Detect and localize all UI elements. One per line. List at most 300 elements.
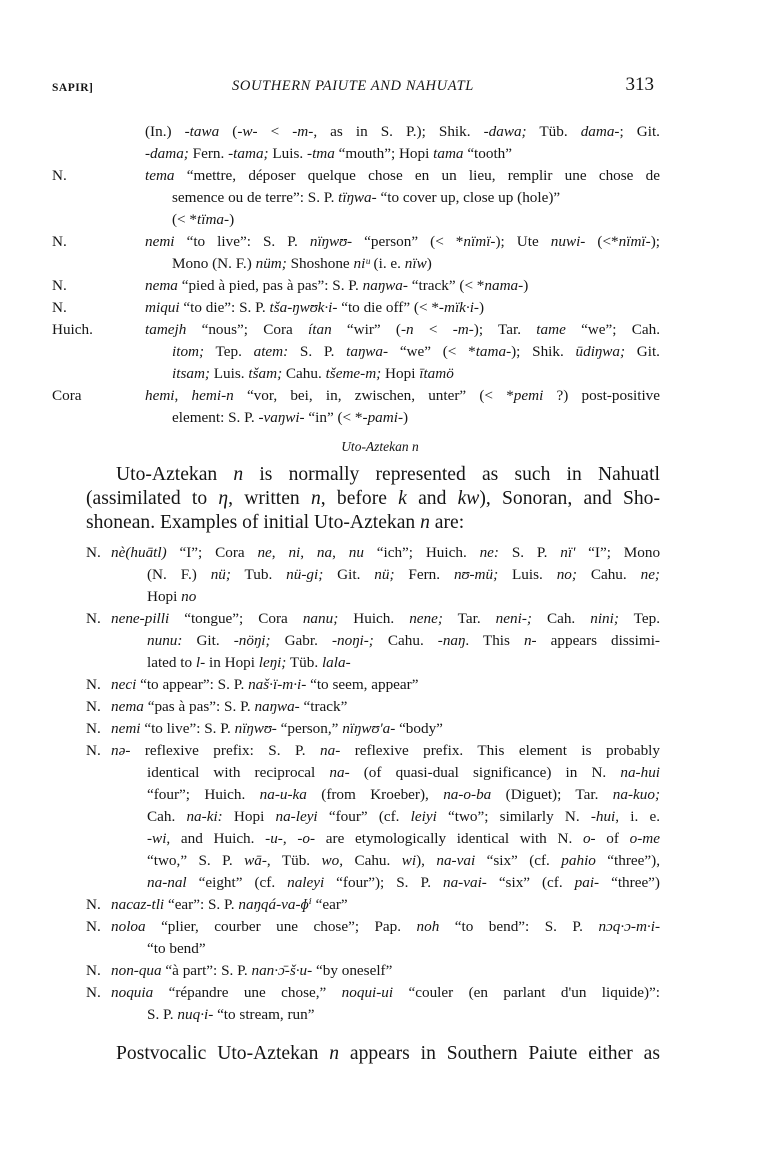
example-line bbox=[147, 588, 196, 606]
text-run: ), bbox=[416, 852, 437, 869]
text-run: Fern. bbox=[394, 566, 454, 583]
italic-form: na-kuo; bbox=[612, 786, 660, 803]
italic-form: nè(huātl) bbox=[111, 544, 167, 561]
text-run: are: bbox=[429, 512, 465, 533]
text-run: “we” (< * bbox=[388, 343, 476, 360]
entry-line bbox=[145, 145, 512, 163]
example-line bbox=[111, 896, 348, 914]
italic-form: tša-ŋwʊk·i- bbox=[269, 299, 338, 316]
text-run: Luis. bbox=[209, 365, 249, 382]
italic-form: nü; bbox=[210, 566, 231, 583]
text-run: Huich. bbox=[338, 610, 410, 627]
text-run: ?) post-positive bbox=[543, 387, 661, 404]
italic-form: tema bbox=[145, 167, 175, 184]
text-run: shonean. Examples of initial Uto-Aztekan bbox=[86, 512, 421, 533]
italic-form: -dama; bbox=[145, 145, 189, 162]
text-run: “mouth”; Hopi bbox=[334, 145, 434, 162]
example-line bbox=[147, 654, 351, 672]
text-run: ) bbox=[426, 255, 432, 272]
entry-line bbox=[145, 387, 660, 405]
text-run: “to live”: S. P. bbox=[140, 720, 235, 737]
text-run: Gabr. bbox=[270, 632, 332, 649]
italic-form: miqui bbox=[145, 299, 180, 316]
italic-form: ne: bbox=[479, 544, 499, 561]
italic-form: na-u-ka bbox=[259, 786, 307, 803]
italic-form: wi bbox=[401, 852, 417, 869]
entry-line bbox=[172, 211, 234, 229]
text-run: Cah. bbox=[531, 610, 591, 627]
example-line bbox=[147, 786, 660, 804]
italic-form: atem: bbox=[253, 343, 289, 360]
italic-form: tïma- bbox=[197, 211, 230, 228]
italic-form: -noŋi-; bbox=[331, 632, 374, 649]
italic-form: n- bbox=[523, 632, 537, 649]
entry-line bbox=[172, 255, 432, 273]
text-run: “to bend”: S. P. bbox=[439, 918, 599, 935]
italic-form: nemi bbox=[145, 233, 175, 250]
text-run: S. P. bbox=[498, 544, 561, 561]
text-run: (Diguet); Tar. bbox=[491, 786, 613, 803]
text-run: “tongue”; Cora bbox=[169, 610, 303, 627]
italic-form: itom; bbox=[172, 343, 205, 360]
text-run: , i. e. bbox=[615, 808, 661, 825]
text-run: “pas à pas”: S. P. bbox=[143, 698, 255, 715]
text-run: Uto-Aztekan bbox=[116, 464, 234, 485]
paragraph-line bbox=[86, 487, 660, 511]
italic-form: leŋi; bbox=[258, 654, 287, 671]
italic-form: -pami- bbox=[362, 409, 404, 426]
text-run: (N. F.) bbox=[147, 566, 211, 583]
italic-form: naš·ï-m·i- bbox=[248, 676, 307, 693]
text-run: “six” (cf. bbox=[475, 852, 562, 869]
text-run: S. P. bbox=[147, 1006, 178, 1023]
italic-form: -o- bbox=[297, 830, 316, 847]
text-run: in Hopi bbox=[205, 654, 259, 671]
italic-form: n bbox=[329, 1043, 340, 1064]
italic-form: tama- bbox=[475, 343, 512, 360]
italic-form: na-hui bbox=[620, 764, 661, 781]
text-run: Luis. bbox=[498, 566, 557, 583]
italic-form: nuwi- bbox=[550, 233, 586, 250]
italic-form: nan·ɔ̄-š·u- bbox=[251, 962, 313, 979]
entry-line bbox=[172, 343, 660, 361]
text-run: Cahu. bbox=[576, 566, 641, 583]
italic-form: -tama; bbox=[228, 145, 269, 162]
text-run: , bbox=[332, 544, 349, 561]
text-run: “by oneself” bbox=[312, 962, 393, 979]
example-line bbox=[111, 720, 443, 738]
text-run: of bbox=[595, 830, 630, 847]
italic-form: neni-; bbox=[495, 610, 532, 627]
italic-form: nü; bbox=[374, 566, 395, 583]
example-line bbox=[147, 1006, 314, 1024]
text-run: , bbox=[174, 387, 192, 404]
italic-form: nema bbox=[145, 277, 178, 294]
example-line bbox=[111, 698, 347, 716]
italic-form: pahio bbox=[561, 852, 596, 869]
text-run: Git. bbox=[625, 343, 660, 360]
italic-form: hemi bbox=[145, 387, 175, 404]
text-run: “two,” S. P. bbox=[147, 852, 245, 869]
text-run: S. P. bbox=[288, 343, 347, 360]
entry-language-label: N. bbox=[86, 896, 101, 913]
text-run: “vor, bei, in, zwischen, unter” (< * bbox=[233, 387, 514, 404]
text-run: “to cover up, close up (hole)” bbox=[376, 189, 561, 206]
paragraph-line bbox=[116, 1042, 660, 1066]
text-run: “wir” ( bbox=[331, 321, 401, 338]
example-line bbox=[147, 940, 206, 958]
italic-form: na-leyi bbox=[275, 808, 318, 825]
italic-form: tama bbox=[433, 145, 464, 162]
text-run: Git. bbox=[182, 632, 234, 649]
italic-form: -nöŋi; bbox=[233, 632, 271, 649]
italic-form: -tma bbox=[307, 145, 335, 162]
text-run: lated to bbox=[147, 654, 196, 671]
italic-form: na- bbox=[320, 742, 341, 759]
text-run: (<* bbox=[585, 233, 619, 250]
italic-form: ītamö bbox=[419, 365, 454, 382]
example-line bbox=[111, 918, 660, 936]
text-run: (In.) bbox=[145, 123, 185, 140]
text-run: “track” bbox=[299, 698, 348, 715]
running-header bbox=[52, 74, 654, 102]
text-run: ; Git. bbox=[619, 123, 660, 140]
text-run: ) bbox=[523, 277, 529, 294]
italic-form: n bbox=[420, 512, 430, 533]
italic-form: noqui-ui bbox=[341, 984, 394, 1001]
entry-language-label: Huich. bbox=[52, 321, 93, 338]
text-run: ); Shik. bbox=[511, 343, 576, 360]
italic-form: η bbox=[218, 488, 229, 509]
italic-form: nü-gi; bbox=[286, 566, 324, 583]
italic-form: naŋwa- bbox=[254, 698, 300, 715]
text-run: Fern. bbox=[188, 145, 229, 162]
italic-form: wo bbox=[321, 852, 340, 869]
example-line bbox=[111, 676, 418, 694]
text-run: , bbox=[271, 544, 289, 561]
italic-form: nini; bbox=[590, 610, 619, 627]
text-run: Cahu. bbox=[282, 365, 326, 382]
italic-form: na-o-ba bbox=[443, 786, 492, 803]
text-run: “répandre une chose,” bbox=[153, 984, 342, 1001]
text-run: , Cahu. bbox=[339, 852, 402, 869]
text-run: (< * bbox=[172, 211, 198, 228]
italic-form: nïŋwʊ'a- bbox=[342, 720, 396, 737]
entry-line bbox=[145, 321, 660, 339]
text-run: “ich”; Huich. bbox=[363, 544, 480, 561]
italic-form: -w- bbox=[237, 123, 258, 140]
text-run: element: S. P. bbox=[172, 409, 259, 426]
text-run: , Tüb. bbox=[266, 852, 322, 869]
italic-form: nene; bbox=[409, 610, 443, 627]
italic-form: -wi bbox=[147, 830, 167, 847]
text-run: Mono (N. F.) bbox=[172, 255, 256, 272]
text-run: “body” bbox=[395, 720, 443, 737]
entry-line bbox=[172, 409, 408, 427]
section-heading: Uto-Aztekan n bbox=[341, 439, 419, 454]
text-run: , as in S. P.); Shik. bbox=[313, 123, 484, 140]
text-run: reflexive prefix: S. P. bbox=[130, 742, 320, 759]
italic-form: nïmï- bbox=[618, 233, 651, 250]
italic-form: nüm; bbox=[255, 255, 287, 272]
text-run: “nous”; Cora bbox=[186, 321, 309, 338]
entry-language-label: N. bbox=[52, 233, 67, 250]
italic-form: nene-pilli bbox=[111, 610, 170, 627]
italic-form: nə- bbox=[111, 742, 131, 759]
text-run: Luis. bbox=[268, 145, 308, 162]
italic-form: lala- bbox=[321, 654, 351, 671]
text-run: “four”); S. P. bbox=[324, 874, 443, 891]
entry-language-label: N. bbox=[52, 167, 67, 184]
italic-form: -dawa; bbox=[483, 123, 527, 140]
example-line bbox=[111, 984, 660, 1002]
entry-language-label: N. bbox=[86, 720, 101, 737]
entry-language-label: N. bbox=[52, 277, 67, 294]
entry-line bbox=[145, 233, 660, 251]
text-run: ) bbox=[403, 409, 409, 426]
italic-form: nemi bbox=[111, 720, 141, 737]
text-run: ); Tar. bbox=[473, 321, 537, 338]
italic-form: leiyi bbox=[410, 808, 437, 825]
italic-form: dama- bbox=[580, 123, 620, 140]
italic-form: pai- bbox=[574, 874, 600, 891]
text-run: “we”; Cah. bbox=[565, 321, 660, 338]
entry-language-label: N. bbox=[86, 962, 101, 979]
text-run: “à part”: S. P. bbox=[161, 962, 252, 979]
text-run: (i. e. bbox=[369, 255, 405, 272]
italic-form: nïw bbox=[404, 255, 427, 272]
text-run: “three”) bbox=[599, 874, 660, 891]
text-run: “to live”: S. P. bbox=[174, 233, 310, 250]
text-run: ( bbox=[219, 123, 238, 140]
entry-language-label: Cora bbox=[52, 387, 82, 404]
text-run: are etymologically identical with N. bbox=[315, 830, 583, 847]
entry-line bbox=[145, 277, 528, 295]
text-run: (assimilated to bbox=[86, 488, 219, 509]
text-run: Hopi bbox=[381, 365, 420, 382]
entry-language-label: N. bbox=[86, 676, 101, 693]
italic-form: kw bbox=[457, 488, 480, 509]
italic-form: tame bbox=[536, 321, 566, 338]
text-run: and bbox=[406, 488, 458, 509]
paragraph-line bbox=[116, 463, 660, 487]
text-run: “to seem, appear” bbox=[306, 676, 419, 693]
entry-language-label: N. bbox=[86, 698, 101, 715]
text-run: “couler (en parlant d'un liquide)”: bbox=[393, 984, 661, 1001]
text-run: ) bbox=[478, 299, 485, 316]
entry-line bbox=[172, 365, 454, 383]
italic-form: nunu: bbox=[147, 632, 183, 649]
italic-form: noh bbox=[416, 918, 440, 935]
italic-form: n bbox=[310, 488, 321, 509]
example-line bbox=[147, 764, 660, 782]
text-run: Cahu. bbox=[373, 632, 438, 649]
italic-form: naleyi bbox=[287, 874, 325, 891]
entry-language-label: N. bbox=[86, 918, 101, 935]
italic-form: -naŋ bbox=[437, 632, 466, 649]
italic-form: o-me bbox=[629, 830, 661, 847]
entry-language-label: N. bbox=[86, 544, 101, 561]
italic-form: nanu; bbox=[302, 610, 339, 627]
italic-form: -tawa bbox=[184, 123, 220, 140]
text-run: < bbox=[413, 321, 453, 338]
italic-form: k bbox=[398, 488, 407, 509]
example-line bbox=[147, 874, 660, 892]
italic-form: -mïk·i- bbox=[438, 299, 479, 316]
text-run: Hopi bbox=[147, 588, 182, 605]
italic-form: taŋwa- bbox=[346, 343, 389, 360]
italic-form: -hui bbox=[590, 808, 616, 825]
italic-form: -m- bbox=[292, 123, 314, 140]
text-run: ); bbox=[650, 233, 660, 250]
italic-form: -vaŋwi- bbox=[258, 409, 305, 426]
text-run: Git. bbox=[323, 566, 375, 583]
text-run: , written bbox=[228, 488, 311, 509]
text-run: ), Sonoran, and Sho- bbox=[479, 488, 660, 509]
text-run: Tüb. bbox=[526, 123, 581, 140]
text-run: , before bbox=[320, 488, 399, 509]
text-run: is normally represented as such in Nahuatl bbox=[243, 464, 660, 485]
paragraph-line bbox=[86, 511, 464, 535]
italic-form: niᵘ bbox=[353, 255, 370, 272]
example-line bbox=[147, 852, 660, 870]
italic-form: neci bbox=[111, 676, 137, 693]
text-run: , and Huich. bbox=[166, 830, 266, 847]
italic-form: non-qua bbox=[111, 962, 162, 979]
italic-form: hemi-n bbox=[191, 387, 234, 404]
italic-form: tšeme-m; bbox=[325, 365, 382, 382]
italic-form: naŋqá-va-ɸⁱ bbox=[238, 896, 312, 913]
entry-language-label: N. bbox=[52, 299, 67, 316]
italic-form: ni bbox=[288, 544, 301, 561]
entry-language-label: N. bbox=[86, 742, 101, 759]
text-run: , bbox=[282, 830, 298, 847]
text-run: “track” (< * bbox=[407, 277, 485, 294]
text-run: “two”; similarly N. bbox=[436, 808, 591, 825]
text-run: Shoshone bbox=[286, 255, 354, 272]
italic-form: nïŋwʊ- bbox=[234, 720, 277, 737]
text-run: “ear”: S. P. bbox=[164, 896, 239, 913]
example-line bbox=[111, 610, 660, 628]
text-run: appears dissimi- bbox=[536, 632, 660, 649]
text-run: Tar. bbox=[442, 610, 496, 627]
italic-form: no bbox=[181, 588, 197, 605]
text-run: Cah. bbox=[147, 808, 187, 825]
text-run: “tooth” bbox=[463, 145, 513, 162]
italic-form: nïmï- bbox=[463, 233, 496, 250]
running-title: SOUTHERN PAIUTE AND NAHUATL bbox=[232, 78, 474, 94]
text-run: “six” (cf. bbox=[486, 874, 575, 891]
italic-form: pemi bbox=[513, 387, 544, 404]
italic-form: nacaz-tli bbox=[111, 896, 165, 913]
text-run: reflexive prefix. This element is probably bbox=[340, 742, 660, 759]
italic-form: -u- bbox=[265, 830, 283, 847]
text-run: “eight” (cf. bbox=[186, 874, 288, 891]
example-line bbox=[147, 830, 660, 848]
italic-form: na-vai bbox=[436, 852, 476, 869]
italic-form: -m- bbox=[452, 321, 474, 338]
text-run: “pied à pied, pas à pas”: S. P. bbox=[177, 277, 363, 294]
text-run: “four”; Huich. bbox=[147, 786, 260, 803]
italic-form: na-vai- bbox=[442, 874, 487, 891]
italic-form: nʊ-mü; bbox=[453, 566, 499, 583]
text-run: “to appear”: S. P. bbox=[136, 676, 249, 693]
text-run: ) bbox=[229, 211, 235, 228]
text-run: “in” (< * bbox=[304, 409, 363, 426]
italic-form: tšam; bbox=[248, 365, 283, 382]
italic-form: nɔq·ɔ-m·i- bbox=[598, 918, 661, 935]
text-run: “to die”: S. P. bbox=[179, 299, 270, 316]
text-run: “to stream, run” bbox=[213, 1006, 315, 1023]
text-run: Tep. bbox=[618, 610, 661, 627]
text-run: (of quasi-dual significance) in N. bbox=[349, 764, 621, 781]
text-run: ); Ute bbox=[495, 233, 551, 250]
text-run: Tep. bbox=[204, 343, 254, 360]
italic-form: na bbox=[316, 544, 333, 561]
italic-form: ne bbox=[257, 544, 272, 561]
text-run: Tüb. bbox=[286, 654, 322, 671]
entry-line bbox=[145, 299, 484, 317]
example-line bbox=[111, 742, 660, 760]
italic-form: l- bbox=[195, 654, 206, 671]
italic-form: ūdiŋwa; bbox=[575, 343, 626, 360]
text-run: “to die off” (< * bbox=[337, 299, 439, 316]
text-run: “ear” bbox=[311, 896, 348, 913]
example-line bbox=[111, 544, 660, 562]
text-run: , bbox=[300, 544, 317, 561]
italic-form: nema bbox=[111, 698, 144, 715]
italic-form: o- bbox=[582, 830, 596, 847]
entry-language-label: N. bbox=[86, 984, 101, 1001]
text-run: “three”), bbox=[595, 852, 660, 869]
text-run: < bbox=[257, 123, 293, 140]
text-run: “mettre, déposer quelque chose en un lieu, remplir une chose de bbox=[174, 167, 660, 184]
italic-form: na-ki: bbox=[186, 808, 223, 825]
italic-form: tamejh bbox=[145, 321, 187, 338]
text-run: appears in Southern Paiute either as bbox=[339, 1043, 660, 1064]
italic-form: naŋwa- bbox=[362, 277, 408, 294]
text-run: “to bend” bbox=[147, 940, 206, 957]
italic-form: na-nal bbox=[147, 874, 187, 891]
italic-form: itsam; bbox=[172, 365, 210, 382]
italic-form: ne; bbox=[640, 566, 660, 583]
entry-line bbox=[145, 123, 660, 141]
entry-line bbox=[172, 189, 560, 207]
entry-line bbox=[145, 167, 660, 185]
italic-form: n bbox=[233, 464, 244, 485]
text-run: “I”; Mono bbox=[575, 544, 661, 561]
italic-form: no; bbox=[556, 566, 577, 583]
text-run: “plier, courber une chose”; Pap. bbox=[145, 918, 417, 935]
page-number: 313 bbox=[625, 74, 654, 95]
italic-form: nï' bbox=[560, 544, 576, 561]
italic-form: na- bbox=[329, 764, 350, 781]
italic-form: nïŋwʊ- bbox=[309, 233, 353, 250]
example-line bbox=[147, 566, 660, 584]
text-run: Tub. bbox=[230, 566, 287, 583]
text-run: . This bbox=[465, 632, 524, 649]
example-line bbox=[111, 962, 392, 980]
italic-form: wā- bbox=[244, 852, 267, 869]
italic-form: nu bbox=[348, 544, 364, 561]
text-run: “I”; Cora bbox=[166, 544, 258, 561]
entry-language-label: N. bbox=[86, 610, 101, 627]
italic-form: noloa bbox=[111, 918, 146, 935]
text-run: “person,” bbox=[276, 720, 343, 737]
italic-form: nuq·i- bbox=[177, 1006, 214, 1023]
text-run: identical with reciprocal bbox=[147, 764, 330, 781]
example-line bbox=[147, 808, 660, 826]
